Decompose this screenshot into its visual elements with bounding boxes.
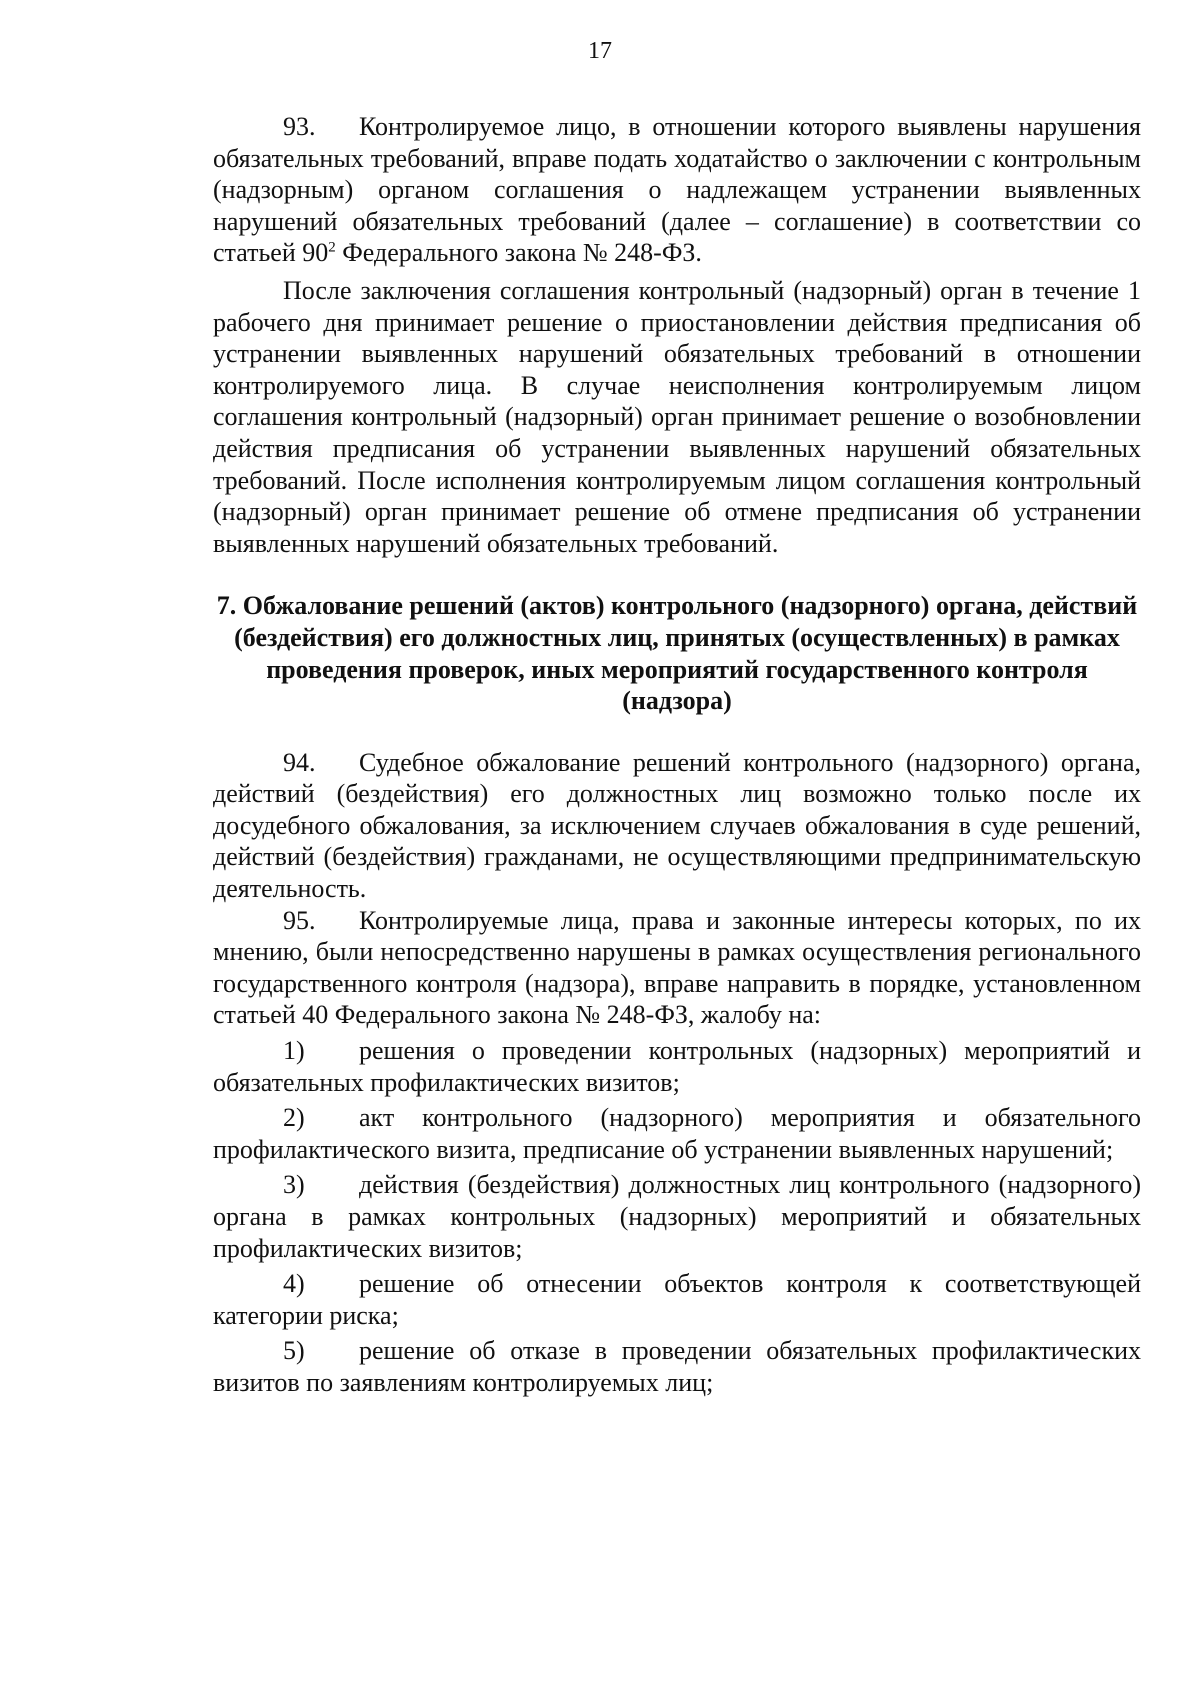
list-item-number: 3) — [283, 1170, 305, 1200]
list-item — [213, 1335, 1141, 1398]
paragraph-text-end: Федерального закона № 248-ФЗ. — [335, 238, 702, 268]
list-item — [213, 1102, 1141, 1165]
paragraph-number: 95. — [283, 905, 316, 935]
paragraph-93 — [213, 111, 1141, 269]
list-item-text: решение об отказе в проведении обязательных профилактических визитов по заявлениям контролируемых лиц; — [213, 1336, 1141, 1397]
list-item-text: акт контрольного (надзорного) мероприятия и обязательного профилактического визита, предписание об устранении выявленных нарушений; — [213, 1103, 1141, 1164]
list-item-number: 2) — [283, 1103, 305, 1133]
list-item-text: действия (бездействия) должностных лиц контрольного (надзорного) органа в рамках контрольных (надзорных) мероприятий и обязательных профилактических визитов; — [213, 1170, 1141, 1263]
list-item-text: решения о проведении контрольных (надзорных) мероприятий и обязательных профилактических визитов; — [213, 1036, 1141, 1097]
list-item-text: решение об отнесении объектов контроля к соответствующей категории риска; — [213, 1269, 1141, 1330]
list-item-number: 4) — [283, 1269, 305, 1299]
list-item — [213, 1268, 1141, 1331]
list-item-number: 1) — [283, 1036, 305, 1066]
paragraph-text: Контролируемое лицо, в отношении которого выявлены нарушения обязательных требований, вправе подать ходатайство о заключении с контрольным (надзорным) органом соглашения о надлежащем устранении выявленных нарушений обязательных требований (далее – соглашение) в соответствии со статьей 90 — [213, 112, 1141, 268]
list-item — [213, 1035, 1141, 1098]
list-item — [213, 1169, 1141, 1264]
paragraph-number: 93. — [283, 112, 316, 141]
paragraph-number: 94. — [283, 747, 316, 777]
paragraph-94 — [213, 747, 1141, 905]
list-item-number: 5) — [283, 1336, 305, 1366]
paragraph-95 — [213, 905, 1141, 1031]
page-number: 17 — [588, 38, 612, 64]
document-body — [213, 111, 1141, 1399]
section-heading: 7. Обжалование решений (актов) контрольного (надзорного) органа, действий (бездействия) его должностных лиц, принятых (осуществленных) в рамках проведения проверок, иных мероприятий государственного контроля (надзора) — [216, 591, 1138, 716]
paragraph-93-continued: После заключения соглашения контрольный (надзорный) орган в течение 1 рабочего дня принимает решение о приостановлении действия предписания об устранении выявленных нарушений обязательных требований в отношении контролируемого лица. В случае неисполнения контролируемым лицом соглашения контрольный (надзорный) орган принимает решение о возобновлении действия предписания об устранении выявленных нарушений обязательных требований. После исполнения контролируемым лицом соглашения контрольный (надзорный) орган принимает решение об отмене предписания об устранении выявленных нарушений обязательных требований. — [213, 275, 1141, 558]
superscript: 2 — [328, 239, 336, 256]
paragraph-text: Контролируемые лица, права и законные интересы которых, по их мнению, были непосредственно нарушены в рамках осуществления регионального государственного контроля (надзора), вправе направить в порядке, установленном статьей 40 Федерального закона № 248-ФЗ, жалобу на: — [213, 905, 1141, 1030]
paragraph-text: Судебное обжалование решений контрольного (надзорного) органа, действий (бездействия) его должностных лиц возможно только после их досудебного обжалования, за исключением случаев обжалования в суде решений, действий (бездействия) гражданами, не осуществляющими предпринимательскую деятельность. — [213, 747, 1141, 904]
